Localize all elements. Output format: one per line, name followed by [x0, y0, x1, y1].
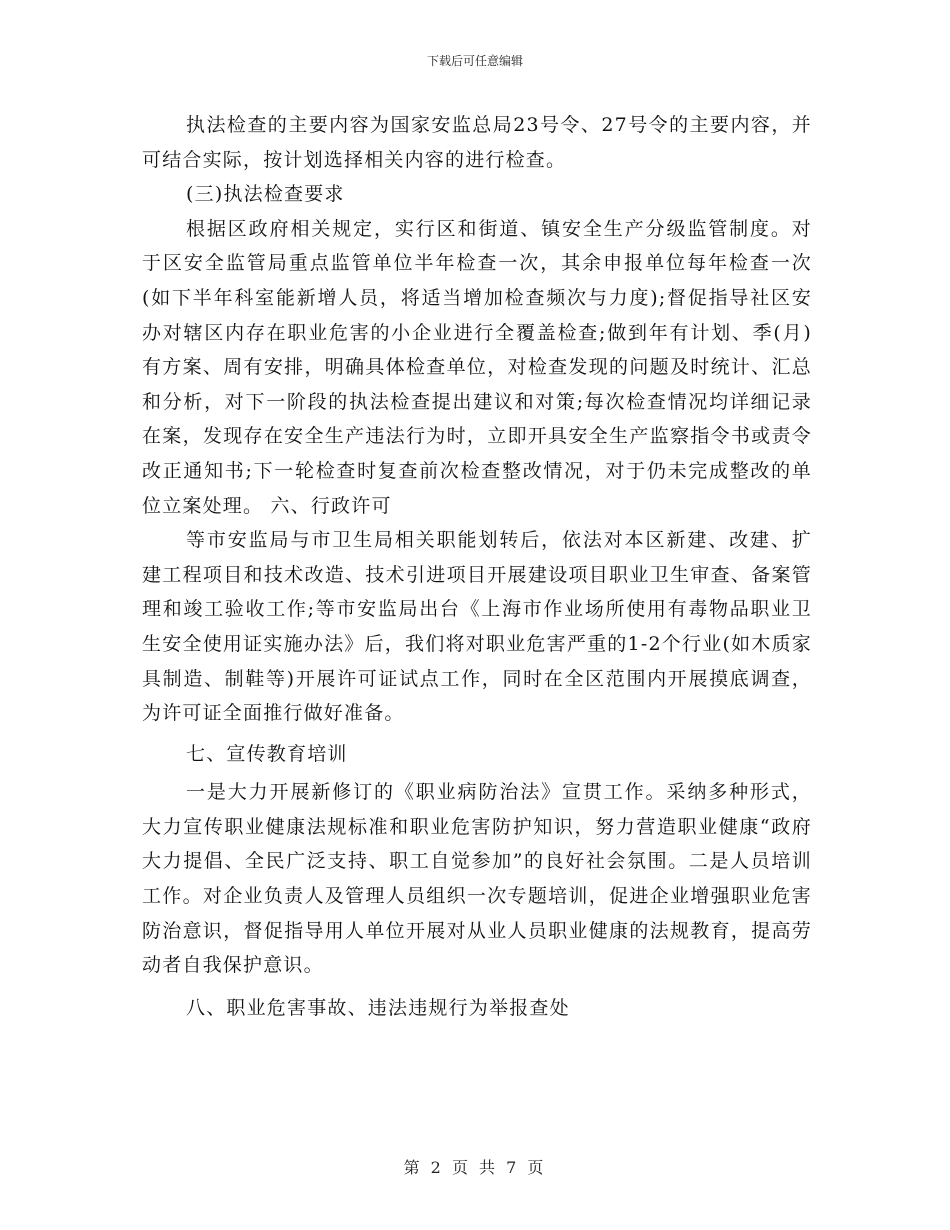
page-header: 下载后可任意编辑: [426, 54, 523, 68]
section-heading-violation-reporting: 八、职业危害事故、违法违规行为举报查处: [186, 996, 570, 1019]
page-number-footer: 第 2 页 共 7 页: [403, 1158, 547, 1177]
section-heading-inspection-requirements: (三)执法检查要求: [186, 183, 345, 206]
document-body: [142, 108, 812, 1025]
paragraph-administrative-license: 等市安监局与市卫生局相关职能划转后，依法对本区新建、改建、扩建工程项目和技术改造、技术引进项目开展建设项目职业卫生审查、备案管理和竣工验收工作;等市安监局出台《上海市作业场所使用有毒物品职业卫生安全使用证实施办法》后，我们将对职业危害严重的1-2个行业(如木质家具制造、制鞋等)开展许可证试点工作，同时在全区范围内开展摸底调查，为许可证全面推行做好准备。: [142, 529, 812, 725]
section-heading-publicity-training: 七、宣传教育培训: [186, 742, 348, 765]
paragraph-inspection-content: 执法检查的主要内容为国家安监总局23号令、27号令的主要内容，并可结合实际，按计划选择相关内容的进行检查。: [142, 114, 812, 171]
paragraph-inspection-requirements: 根据区政府相关规定，实行区和街道、镇安全生产分级监管制度。对于区安全监管局重点监管单位半年检查一次，其余申报单位每年检查一次(如下半年科室能新增人员，将适当增加检查频次与力度);督促指导社区安办对辖区内存在职业危害的小企业进行全覆盖检查;做到年有计划、季(月)有方案、周有安排，明确具体检查单位，对检查发现的问题及时统计、汇总和分析，对下一阶段的执法检查提出建议和对策;每次检查情况均详细记录在案，发现存在安全生产违法行为时，立即开具安全生产监察指令书或责令改正通知书;下一轮检查时复查前次检查整改情况，对于仍未完成整改的单位立案处理。 六、行政许可: [142, 217, 812, 517]
paragraph-publicity-training: 一是大力开展新修订的《职业病防治法》宣贯工作。采纳多种形式，大力宣传职业健康法规标准和职业危害防护知识，努力营造职业健康“政府大力提倡、全民广泛支持、职工自觉参加”的良好社会氛围。二是人员培训工作。对企业负责人及管理人员组织一次专题培训，促进企业增强职业危害防治意识，督促指导用人单位开展对从业人员职业健康的法规教育，提高劳动者自我保护意识。: [142, 781, 812, 977]
